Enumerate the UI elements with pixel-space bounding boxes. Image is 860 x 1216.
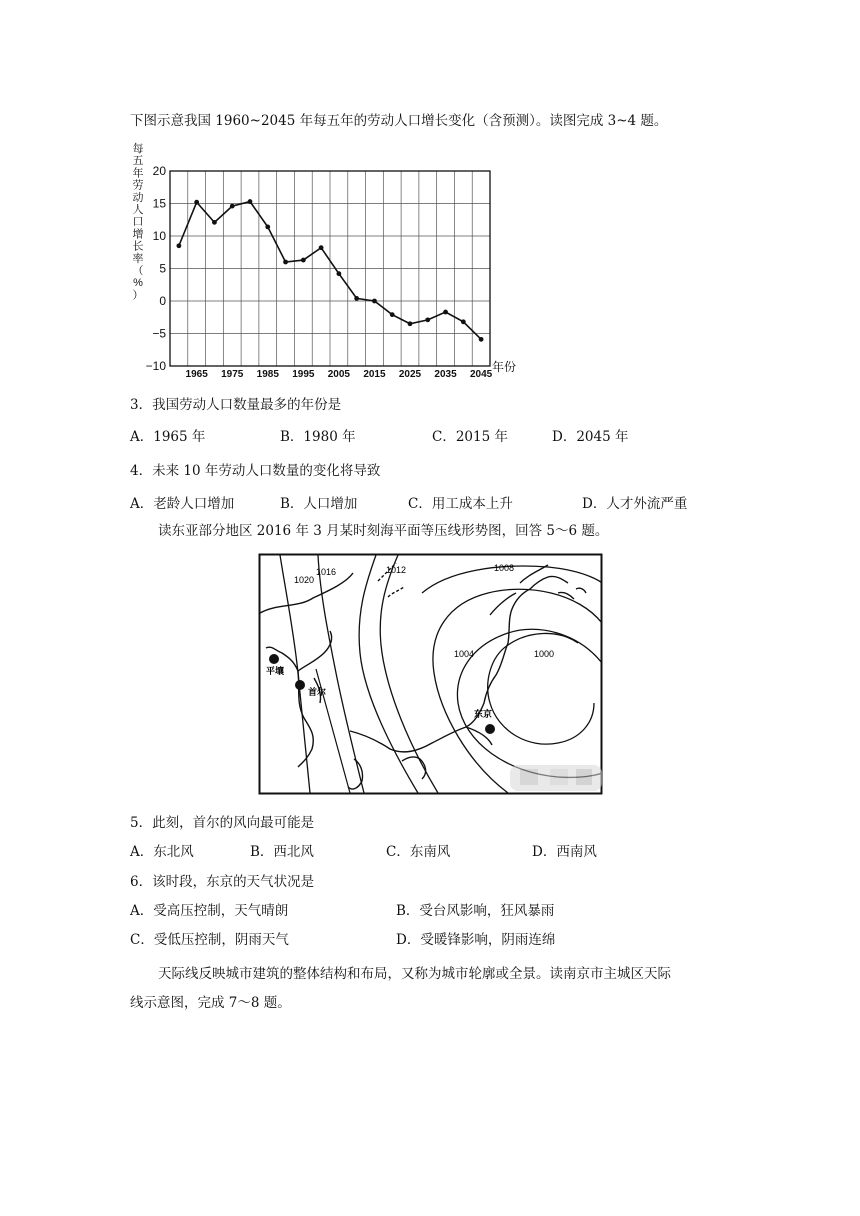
chart-data-point [479, 337, 484, 342]
chart-x-tick-label: 2045 [469, 369, 493, 380]
q5-option-d: D．西南风 [532, 844, 597, 860]
chart-data-point [248, 199, 253, 204]
q4-option-a: A．老龄人口增加 [130, 496, 235, 512]
chart-y-tick-label: 0 [159, 294, 166, 308]
chart-y-tick-label: −5 [152, 326, 166, 341]
city-label-seoul: 首尔 [308, 687, 327, 697]
q6-option-a: A．受高压控制，天气晴朗 [130, 903, 289, 919]
q4-option-b: B．人口增加 [280, 496, 358, 512]
chart-y-axis-label-char: % [133, 277, 143, 290]
isobar-label-1000: 1000 [534, 649, 555, 659]
isobar-label-1012: 1012 [386, 565, 407, 575]
q3-option-a: A．1965 年 [130, 429, 206, 445]
intro-text-q5-6: 读东亚部分地区 2016 年 3 月某时刻海平面等压线形势图，回答 5～6 题。 [158, 523, 609, 539]
chart-x-tick-label: 2025 [398, 369, 422, 380]
isobar-map [258, 553, 603, 795]
isobar-label-1016: 1016 [316, 567, 337, 577]
question-6-stem: 6．该时段，东京的天气状况是 [130, 874, 315, 890]
q6-option-b: B．受台风影响，狂风暴雨 [396, 903, 555, 919]
chart-y-axis-label-char: 人 [132, 204, 144, 216]
chart-data-point [390, 312, 395, 317]
city-label-pyongyang: 平壤 [266, 666, 285, 676]
chart-data-point [230, 204, 235, 209]
intro-text-q3-4: 下图示意我国 1960~2045 年每五年的劳动人口增长变化（含预测）。读图完成 3~4 题。 [130, 113, 668, 129]
chart-y-tick-label: 10 [152, 229, 166, 243]
question-5-stem: 5．此刻，首尔的风向最可能是 [130, 815, 315, 831]
chart-data-point [408, 321, 413, 326]
chart-data-point [301, 258, 306, 263]
chart-x-tick-label: 2015 [363, 369, 386, 380]
labor-growth-line-chart [128, 140, 528, 380]
chart-y-axis-label-char: 率 [132, 252, 144, 265]
chart-y-axis-label-char: 长 [132, 240, 144, 253]
chart-y-axis-label-char: （ [132, 265, 144, 277]
chart-data-point [372, 299, 377, 304]
chart-y-axis-label-char: 增 [132, 228, 144, 241]
question-4-stem: 4．未来 10 年劳动人口数量的变化将导致 [130, 463, 381, 479]
chart-y-axis-label-char: 动 [132, 191, 144, 204]
chart-x-ticks [186, 369, 493, 380]
chart-y-axis-label [133, 141, 144, 301]
city-pyongyang-marker [269, 654, 279, 664]
chart-data-point [194, 200, 199, 205]
chart-x-tick-label: 1965 [185, 369, 208, 380]
q3-option-b: B．1980 年 [280, 429, 356, 445]
q3-option-d: D．2045 年 [552, 429, 629, 445]
chart-data-point [265, 225, 270, 230]
q5-option-a: A．东北风 [130, 844, 194, 860]
chart-data-point [461, 319, 466, 324]
chart-y-tick-label: 20 [152, 164, 166, 178]
chart-data-point [283, 260, 288, 265]
city-tokyo-marker [485, 724, 495, 734]
chart-y-tick-label: 5 [159, 261, 166, 276]
chart-y-axis-label-char: 五 [132, 155, 144, 168]
isobar-label-1004: 1004 [454, 649, 475, 659]
chart-y-tick-label: −10 [145, 359, 166, 373]
intro-text-q7-8-line2: 线示意图，完成 7～8 题。 [130, 995, 291, 1011]
q6-option-d: D．受暖锋影响，阴雨连绵 [396, 932, 556, 948]
chart-data-point [425, 317, 430, 322]
chart-x-tick-label: 1995 [292, 369, 315, 380]
q5-option-b: B．西北风 [250, 844, 314, 860]
city-label-tokyo: 东京 [474, 709, 493, 719]
q4-option-c: C．用工成本上升 [408, 496, 513, 512]
q5-option-c: C．东南风 [386, 844, 451, 860]
chart-data-point [336, 271, 341, 276]
chart-x-tick-label: 1975 [221, 369, 244, 380]
q6-option-c: C．受低压控制，阴雨天气 [130, 932, 289, 948]
chart-y-axis-label-char: 劳 [132, 179, 144, 192]
chart-x-tick-label: 2035 [434, 369, 457, 380]
chart-y-axis-label-char: 年 [132, 167, 144, 180]
q4-option-d: D．人才外流严重 [582, 496, 688, 512]
watermark-blur [510, 765, 602, 791]
question-3-stem: 3．我国劳动人口数量最多的年份是 [130, 397, 342, 413]
chart-y-ticks [146, 164, 167, 373]
chart-y-axis-label-char: ） [132, 289, 144, 302]
map-frame [260, 555, 602, 794]
isobar-label-1008: 1008 [494, 563, 515, 573]
chart-data-point [212, 220, 217, 225]
intro-text-q7-8-line1: 天际线反映城市建筑的整体结构和布局，又称为城市轮廓或全景。读南京市主城区天际 [158, 966, 671, 982]
chart-data-point [443, 310, 448, 315]
chart-data-point [176, 243, 181, 248]
chart-data-point [354, 296, 359, 301]
chart-y-axis-label-char: 每 [132, 143, 144, 155]
chart-data-point [319, 245, 324, 250]
chart-x-tick-label: 2005 [327, 369, 351, 380]
q3-option-c: C．2015 年 [432, 429, 508, 445]
chart-y-tick-label: 15 [152, 196, 166, 211]
chart-x-tick-label: 1985 [256, 369, 279, 380]
isobar-label-1020: 1020 [294, 575, 315, 585]
city-seoul-marker [295, 680, 305, 690]
chart-y-axis-label-char: 口 [132, 216, 144, 229]
chart-x-axis-label: 年份 [492, 360, 517, 374]
chart-grid [170, 171, 490, 366]
